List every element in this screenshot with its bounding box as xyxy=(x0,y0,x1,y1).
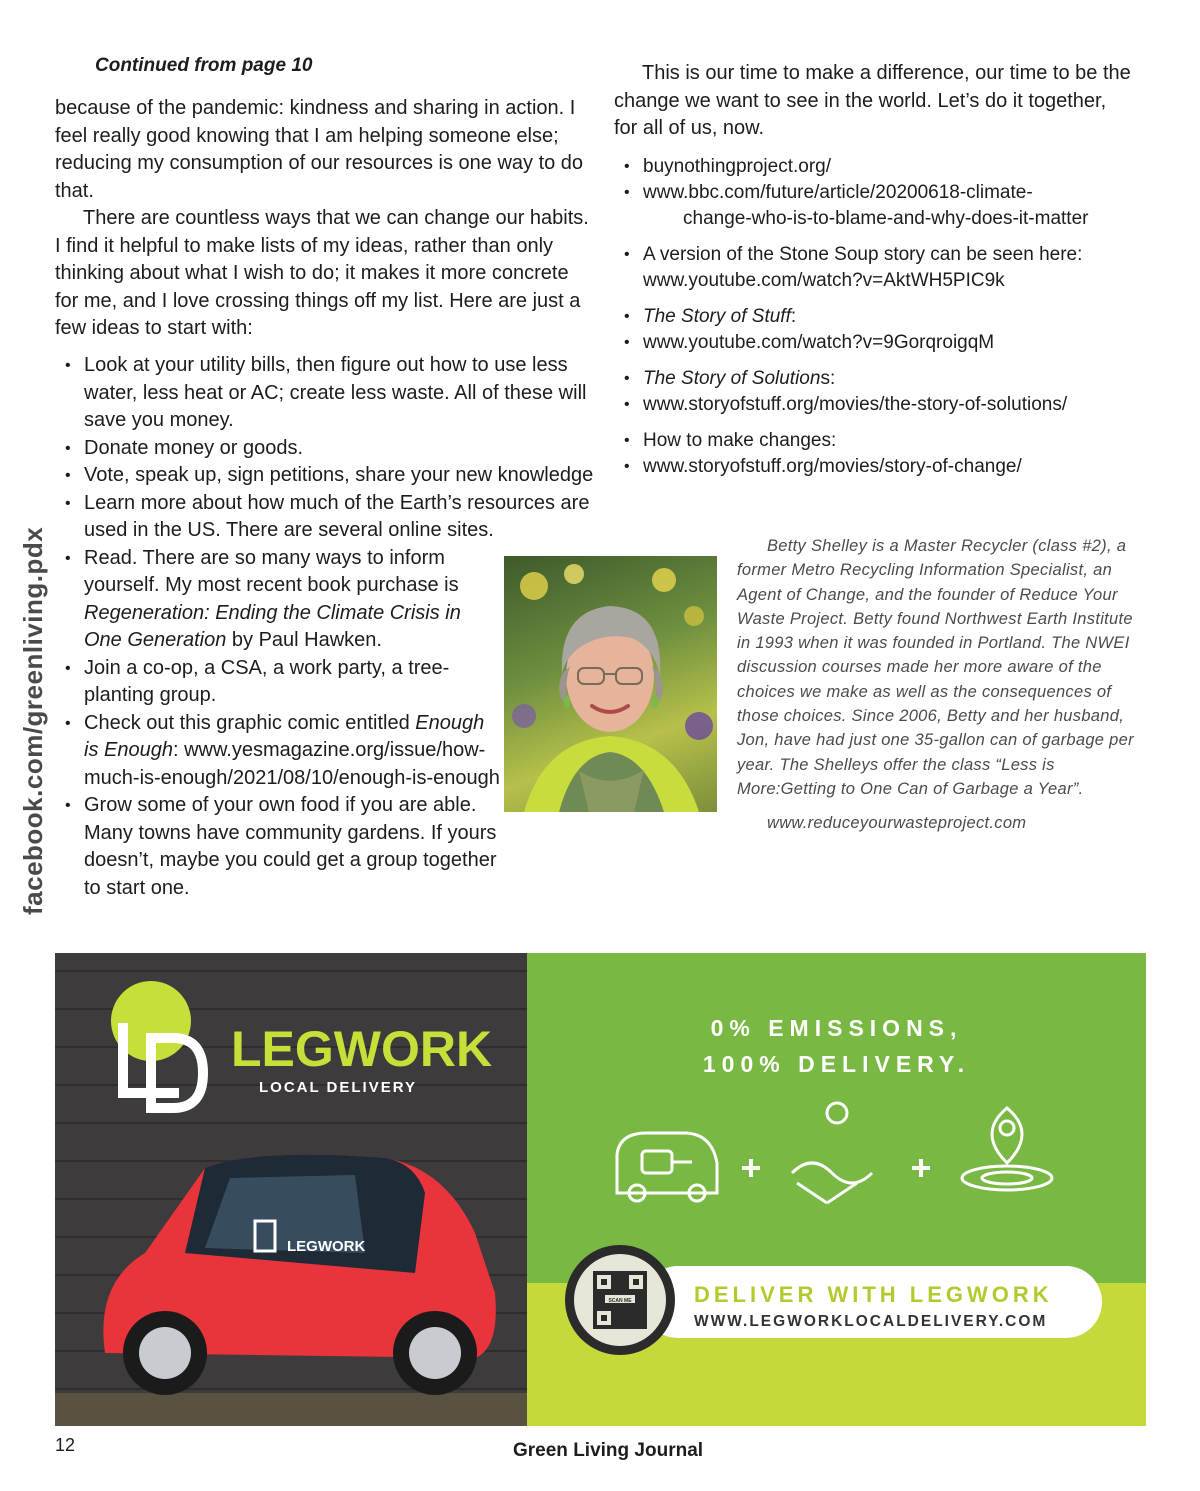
list-item: • How to make changes: xyxy=(614,428,1154,454)
deliver-url[interactable]: WWW.LEGWORKLOCALDELIVERY.COM xyxy=(694,1313,1048,1330)
author-portrait-illustration xyxy=(504,556,717,812)
list-item: • www.storyofstuff.org/movies/story-of-change/ xyxy=(614,454,1154,480)
story-of-stuff-title: The Story of Stuff xyxy=(643,306,791,327)
list-item: • Donate money or goods. xyxy=(55,435,595,463)
author-bio xyxy=(737,534,1137,836)
bbc-link-part2: change-who-is-to-blame-and-why-does-it-matter xyxy=(683,208,1089,229)
car-brand-text: LEGWORK xyxy=(287,1238,366,1255)
list-item: • A version of the Stone Soup story can be seen here: www.youtube.com/watch?v=AktWH5PIC9k xyxy=(614,242,1154,294)
list-item: • Vote, speak up, sign petitions, share your new knowledge xyxy=(55,462,595,490)
legwork-subtitle: LOCAL DELIVERY xyxy=(259,1079,418,1096)
list-item xyxy=(614,304,1154,330)
book-title: Regeneration: Ending the Climate Crisis in One Generation xyxy=(84,601,461,651)
list-item: • www.youtube.com/watch?v=9GorqroigqM xyxy=(614,330,1154,356)
list-item xyxy=(614,366,1154,392)
resources-list xyxy=(614,154,1154,480)
author-photo xyxy=(504,556,717,812)
list-item: • www.storyofstuff.org/movies/the-story-of-solutions/ xyxy=(614,392,1154,418)
slogan-line-1: 0% EMISSIONS, xyxy=(710,1015,963,1041)
list-item: • Learn more about how much of the Earth’s resources are used in the US. There are several online sites. xyxy=(55,490,595,545)
list-item xyxy=(55,710,504,793)
qr-code[interactable] xyxy=(565,1245,675,1355)
continued-note: Continued from page 10 xyxy=(95,55,313,76)
slogan-line-2: 100% DELIVERY. xyxy=(702,1051,971,1077)
idea-read-author: by Paul Hawken. xyxy=(226,629,382,651)
deliver-cta: DELIVER WITH LEGWORK xyxy=(694,1282,1053,1307)
comic-title: Enough is Enough xyxy=(84,711,485,761)
right-column-intro xyxy=(614,60,1134,143)
left-column-intro xyxy=(55,95,590,343)
title-suffix: s: xyxy=(820,368,836,389)
ad-legwork-image xyxy=(55,953,527,1426)
award-icon xyxy=(827,1103,847,1123)
list-item: • Grow some of your own food if you are able. Many towns have community gardens. If yours doesn’t, maybe you could get a group together to start one. xyxy=(55,792,504,902)
list-item: • Look at your utility bills, then figure out how to use less water, less heat or AC; create less waste. All of these will save you money. xyxy=(55,352,595,435)
idea-comic-text: Check out this graphic comic entitled xyxy=(84,711,416,734)
page-number: 12 xyxy=(55,1435,76,1455)
list-item: • Join a co-op, a CSA, a work party, a tree-planting group. xyxy=(55,655,504,710)
qr-scan-label: SCAN ME xyxy=(608,1298,632,1304)
service-icons xyxy=(527,1093,1146,1253)
facebook-side-text: facebook.com/greenliving.pdx xyxy=(18,526,48,915)
story-of-solutions-title: The Story of Solution xyxy=(643,368,821,389)
list-item xyxy=(614,180,1154,232)
paragraph-1: because of the pandemic: kindness and sharing in action. I feel really good knowing that I am helping someone else; reducing my consumption of our resources is one way to do that. xyxy=(55,97,584,202)
comic-link: : www.yesmagazine.org/issue/how-much-is-enough/2021/08/10/enough-is-enough xyxy=(84,739,500,789)
paragraph-2: There are countless ways that we can change our habits. I find it helpful to make lists of my ideas, rather than only thinking about what I wish to do; it makes it more concrete for me, and I love crossing things off my list. Here are just a few ideas to start with: xyxy=(55,207,589,339)
journal-name: Green Living Journal xyxy=(513,1440,704,1461)
bbc-link-part1: www.bbc.com/future/article/20200618-climate- xyxy=(643,182,1033,203)
bio-url: www.reduceyourwasteproject.com xyxy=(767,814,1027,833)
closing-paragraph: This is our time to make a difference, our time to be the change we want to see in the world. Let’s do it together, for all of us, now. xyxy=(614,62,1131,139)
ad-legwork-info xyxy=(527,953,1146,1426)
legwork-brand: LEGWORK xyxy=(231,1021,493,1077)
idea-read-text: Read. There are so many ways to inform yourself. My most recent book purchase is xyxy=(84,546,459,596)
electric-car-icon xyxy=(617,1133,717,1193)
colon: : xyxy=(790,306,797,327)
bio-text: Betty Shelley is a Master Recycler (class #2), a former Metro Recycling Information Specialist, an Agent of Change, and the founder of Reduce Your Waste Project. Betty found Northwest Earth Institute in 1993 when it was founded in Portland. The NWEI discussion courses made her more aware of the choices we make as well as the consequences of those choices. Since 2006, Betty and her husband, Jon, have had just one 35-gallon can of garbage per year. The Shelleys offer the class “Less is More:Getting to One Can of Garbage a Year”. xyxy=(737,537,1134,798)
list-item: • buynothingproject.org/ xyxy=(614,154,1154,180)
list-item xyxy=(55,545,504,655)
handshake-icon xyxy=(792,1163,872,1183)
